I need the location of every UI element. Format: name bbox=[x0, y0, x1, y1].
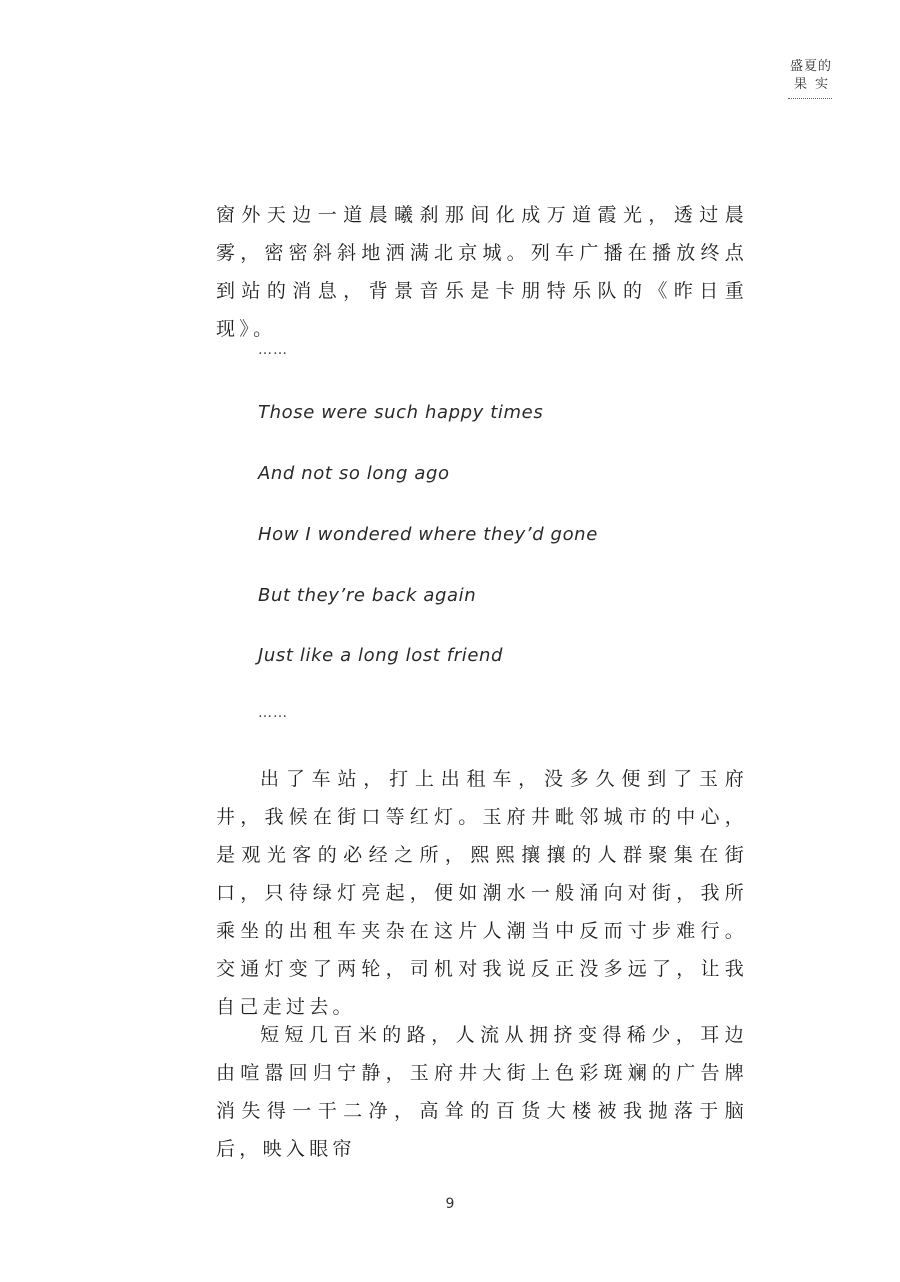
paragraph-walking: 短短几百米的路，人流从拥挤变得稀少，耳边由喧嚣回归宁静，玉府井大街上色彩斑斓的广告牌消失得一干二净，高耸的百货大楼被我抛落于脑后，映入眼帘 bbox=[216, 1024, 748, 1160]
running-header-title-line1: 盛夏的 bbox=[789, 59, 832, 74]
lyric-line: How I wondered where they’d gone bbox=[258, 524, 598, 545]
paragraph-train-arrival: 窗外天边一道晨曦刹那间化成万道霞光，透过晨雾，密密斜斜地洒满北京城。列车广播在播放终点到站的消息，背景音乐是卡朋特乐队的《昨日重现》。 bbox=[216, 204, 748, 340]
lyrics-ellipsis-end: …… bbox=[258, 705, 288, 721]
paragraph-taxi-ride: 出了车站，打上出租车，没多久便到了玉府井，我候在街口等红灯。玉府井毗邻城市的中心，是观光客的必经之所，熙熙攘攘的人群聚集在街口，只待绿灯亮起，便如潮水一般涌向对街，我所乘坐的出租车夹杂在这片人潮当中反而寸步难行。交通灯变了两轮，司机对我说反正没多远了，让我自己走过去。 bbox=[216, 768, 748, 1018]
running-header-dotted-rule bbox=[788, 98, 832, 99]
lyric-line: And not so long ago bbox=[258, 463, 450, 484]
lyrics-ellipsis-start: …… bbox=[258, 342, 288, 358]
running-header bbox=[788, 58, 837, 99]
running-header-title-line2: 果实 bbox=[794, 77, 837, 92]
page-number: 9 bbox=[445, 1196, 455, 1212]
lyric-line: Those were such happy times bbox=[258, 402, 544, 423]
lyric-line: But they’re back again bbox=[258, 585, 477, 606]
lyric-line: Just like a long lost friend bbox=[258, 645, 504, 666]
